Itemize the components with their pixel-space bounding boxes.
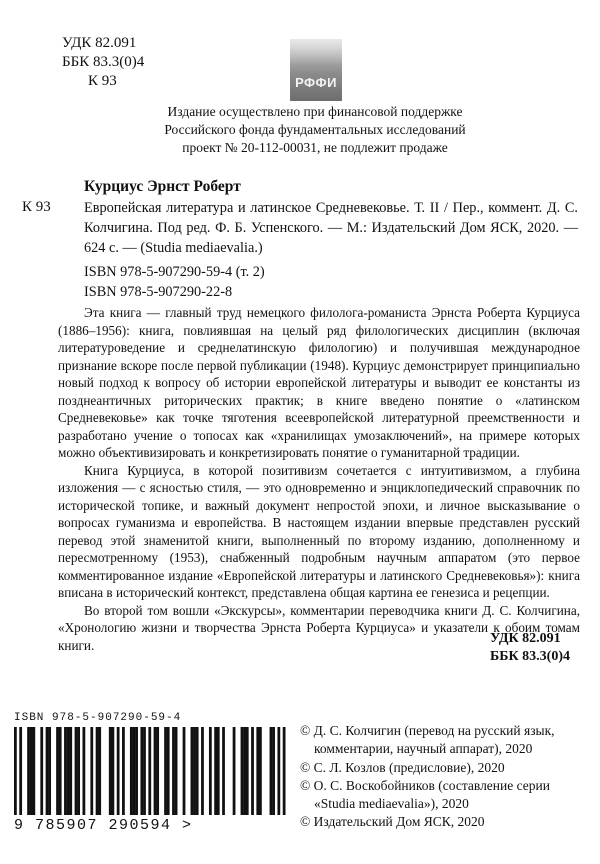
- barcode-bar: [283, 727, 286, 815]
- rffi-logo: [290, 39, 342, 101]
- barcode-bar: [98, 727, 101, 815]
- barcode-bar: [122, 727, 125, 815]
- barcode-bar: [111, 727, 114, 815]
- barcode-bar: [243, 727, 246, 815]
- isbn-volume: ISBN 978-5-907290-59-4 (т. 2): [84, 264, 265, 280]
- barcode-bar: [196, 727, 199, 815]
- barcode-bar: [19, 727, 22, 815]
- copyright-line: © С. Л. Козлов (предисловие), 2020: [300, 759, 505, 775]
- barcode-bar: [56, 727, 59, 815]
- barcode-bar: [217, 727, 220, 815]
- barcode-bar: [143, 727, 146, 815]
- funding-line: Издание осуществлено при финансовой поддержке: [167, 104, 463, 119]
- isbn-block: [84, 262, 265, 302]
- barcode-bar: [201, 727, 204, 815]
- funding-line: проект № 20-112-00031, не подлежит продаже: [182, 140, 448, 155]
- copyright-line-continued: «Studia mediaevalia»), 2020: [314, 796, 469, 812]
- barcode-bar: [69, 727, 72, 815]
- bbk-code: ББК 83.3(0)4: [62, 54, 145, 70]
- barcode-bar: [90, 727, 93, 815]
- catalog-author-mark: К 93: [22, 199, 51, 215]
- isbn-barcode: [14, 727, 288, 815]
- barcode-bar: [191, 727, 194, 815]
- barcode-bar: [241, 727, 244, 815]
- barcode-digits: 9 785907 290594 >: [14, 817, 193, 834]
- classification-codes: [62, 34, 144, 91]
- barcode-bar: [48, 727, 51, 815]
- barcode-bar: [117, 727, 120, 815]
- barcode-bar: [83, 727, 86, 815]
- barcode-bar: [96, 727, 99, 815]
- logo-text: РФФИ: [295, 75, 337, 90]
- udk-code-bottom: УДК 82.091: [490, 631, 561, 646]
- funding-note: [150, 103, 480, 157]
- barcode-bar: [270, 727, 273, 815]
- barcode-bar: [214, 727, 217, 815]
- annotation-paragraph: Эта книга — главный труд немецкого филолога-романиста Эрнста Роберта Курциуса (1886–1956): книга, повлиявшая на целый ряд филологических дисциплин (включая литературоведение и среднелатинскую филологию) и получившая международное признание вскоре после первой публикации (1948). Курциус демонстрирует принципиально новый подход к вопросу об истории европейской литературы и выводит ее константы из позднеантичных риторических практик; в книге введено понятие о «латинском Средневековье» как точке тяготения всеевропейской литературной преемственности и разработано учение о топосах как «хранилищах умозаключений», на примере которых можно объективизировать и конкретизировать понятие о гуманитарной традиции.: [58, 305, 580, 460]
- barcode-bar: [46, 727, 49, 815]
- barcode-bar: [14, 727, 17, 815]
- bibliographic-description: Европейская литература и латинское Средневековье. Т. II / Пер., коммент. Д. С. Колчигина. Под ред. Ф. Б. Успенского. — М.: Издательский Дом ЯСК, 2020. — 624 с. — (Studia mediaevalia.): [84, 200, 578, 256]
- annotation-paragraph: Книга Курциуса, в которой позитивизм сочетается с интуитивизмом, а глубина изложения — с ясностью стиля, — это одновременно и энциклопедический справочник по исторической топике, и важный документ непростой эпохи, и личное высказывание о вопросах гуманизма и европейства. В настоящем издании впервые представлен русский перевод этой знаменитой книги, выполненный по второму изданию, дополненному и пересмотренному (1953), снабженный подробным научным аппаратом (это первое комментированное издание «Европейской литературы и латинского Средневековья»): книга вписана в исторический контекст, представлена общая картина ее генезиса и рецепции.: [58, 462, 580, 600]
- barcode-bar: [109, 727, 112, 815]
- barcode-bar: [193, 727, 196, 815]
- logo-shine: [290, 39, 342, 65]
- barcode-bar: [175, 727, 178, 815]
- isbn-set: ISBN 978-5-907290-22-8: [84, 284, 233, 300]
- copyright-line: © Д. С. Колчигин (перевод на русский язык,: [300, 723, 555, 738]
- author-mark: К 93: [88, 73, 117, 89]
- barcode-bar: [77, 727, 80, 815]
- copyright-block: [300, 722, 592, 832]
- bbk-code-bottom: ББК 83.3(0)4: [490, 649, 570, 664]
- barcode-bar: [67, 727, 70, 815]
- barcode-bar: [135, 727, 138, 815]
- barcode-bar: [164, 727, 167, 815]
- barcode-bar: [246, 727, 249, 815]
- barcode-bar: [259, 727, 262, 815]
- barcode-bar: [154, 727, 157, 815]
- barcode-isbn-text: ISBN 978-5-907290-59-4: [14, 712, 182, 724]
- copyright-line: © Издательский Дом ЯСК, 2020: [300, 814, 485, 830]
- annotation: [58, 304, 580, 654]
- barcode-bar: [233, 727, 236, 815]
- funding-line: Российского фонда фундаментальных исследований: [164, 122, 466, 137]
- barcode-bar: [272, 727, 275, 815]
- barcode-bar: [130, 727, 133, 815]
- barcode-bar: [27, 727, 30, 815]
- barcode-bar: [256, 727, 259, 815]
- annotation-paragraph: Во второй том вошли «Экскурсы», комментарии переводчика книги Д. С. Колчигина, «Хронологию жизни и творчества Эрнста Роберта Курциуса» и указатели к обоим томам книги.: [58, 602, 580, 653]
- book-author: Курциус Эрнст Роберт: [84, 178, 241, 195]
- barcode-bar: [156, 727, 159, 815]
- barcode-bar: [209, 727, 212, 815]
- barcode-bar: [40, 727, 43, 815]
- barcode-bar: [148, 727, 151, 815]
- barcode-bar: [30, 727, 33, 815]
- barcode-bar: [75, 727, 78, 815]
- barcode-bar: [167, 727, 170, 815]
- barcode-bar: [183, 727, 186, 815]
- barcode-bar: [140, 727, 143, 815]
- barcode-bar: [277, 727, 280, 815]
- copyright-line: © О. С. Воскобойников (составление серии: [300, 777, 550, 793]
- barcode-bar: [133, 727, 136, 815]
- barcode-bar: [59, 727, 62, 815]
- barcode-bar: [32, 727, 35, 815]
- barcode-bar: [222, 727, 225, 815]
- copyright-line-continued: комментарии, научный аппарат), 2020: [314, 741, 533, 757]
- udk-code: УДК 82.091: [62, 35, 137, 51]
- barcode-bar: [172, 727, 175, 815]
- classification-codes-bottom: [490, 630, 570, 666]
- barcode-bar: [251, 727, 254, 815]
- barcode-bar: [64, 727, 67, 815]
